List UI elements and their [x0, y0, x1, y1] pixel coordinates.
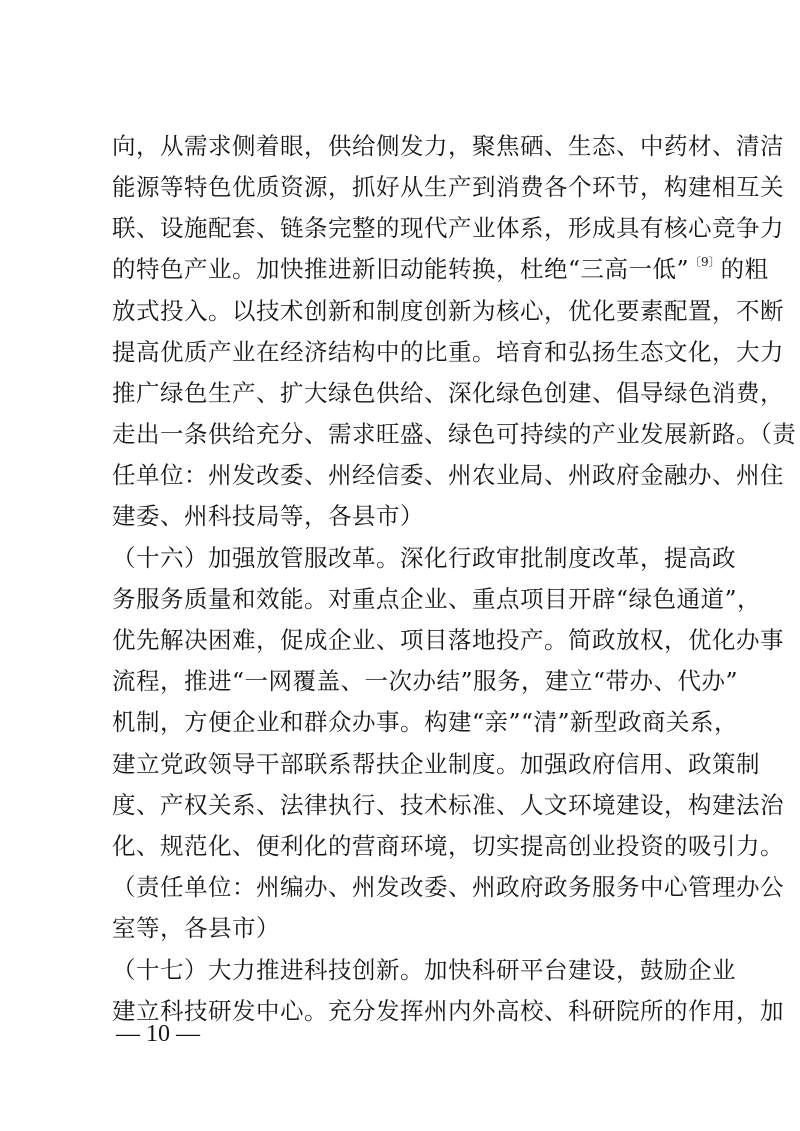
text-line: 建立党政领导干部联系帮扶企业制度。加强政府信用、政策制	[112, 750, 760, 778]
text-segment: 的特色产业。加快推进新旧动能转换，杜绝“三高一低”	[112, 255, 690, 283]
text-line: 推广绿色生产、扩大绿色供给、深化绿色创建、倡导绿色消费，	[112, 379, 784, 407]
text-segment: 的粗	[720, 255, 769, 283]
text-line: （责任单位：州编办、州发改委、州政府政务服务中心管理办公	[112, 873, 784, 901]
text-line: 优先解决困难，促成企业、项目落地投产。简政放权，优化办事	[112, 626, 784, 654]
text-line: 任单位：州发改委、州经信委、州农业局、州政府金融办、州住	[112, 461, 784, 489]
text-line: 走出一条供给充分、需求旺盛、绿色可持续的产业发展新路。（责	[112, 420, 797, 448]
text-line: 度、产权关系、法律执行、技术标准、人文环境建设，构建法治	[112, 791, 784, 819]
text-line: 建立科技研发中心。充分发挥州内外高校、科研院所的作用，加	[112, 997, 784, 1025]
section-heading-line: （十七）大力推进科技创新。加快科研平台建设，鼓励企业	[112, 956, 736, 984]
text-line: 机制，方便企业和群众办事。构建“亲”“清”新型政商关系，	[112, 708, 739, 736]
text-line: 能源等特色优质资源，抓好从生产到消费各个环节，构建相互关	[112, 173, 784, 201]
text-line: 务服务质量和效能。对重点企业、重点项目开辟“绿色通道”，	[112, 585, 762, 613]
section-heading-line: （十六）加强放管服改革。深化行政审批制度改革，提高政	[112, 544, 736, 572]
text-line: 化、规范化、便利化的营商环境，切实提高创业投资的吸引力。	[112, 832, 784, 860]
text-line: 向，从需求侧着眼，供给侧发力，聚焦硒、生态、中药材、清洁	[112, 132, 784, 160]
text-line: 提高优质产业在经济结构中的比重。培育和弘扬生态文化，大力	[112, 338, 784, 366]
text-line-with-footnote	[112, 249, 769, 289]
text-line: 放式投入。以技术创新和制度创新为核心，优化要素配置，不断	[112, 297, 784, 325]
text-line: 室等，各县市）	[112, 914, 280, 942]
text-line: 流程，推进“一网覆盖、一次办结”服务，建立“带办、代办”	[112, 667, 739, 695]
footnote-marker: 〔9〕	[689, 255, 721, 269]
text-line: 建委、州科技局等，各县市）	[112, 502, 424, 530]
text-line: 联、设施配套、链条完整的现代产业体系，形成具有核心竞争力	[112, 214, 784, 242]
page-number: — 10 —	[116, 1021, 200, 1047]
